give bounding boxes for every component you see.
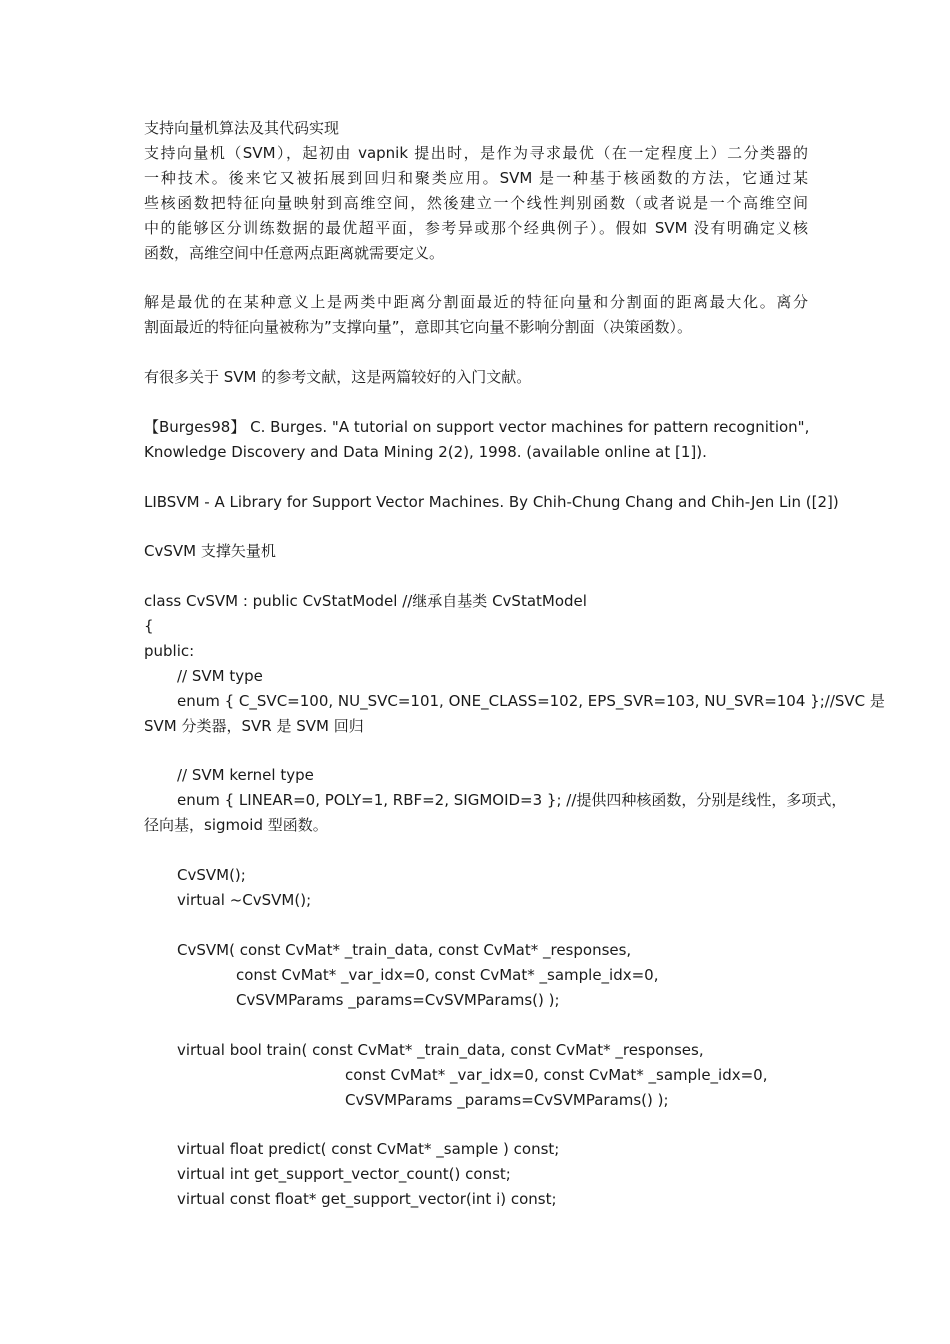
code-line: SVM 分类器，SVR 是 SVM 回归 — [144, 717, 364, 735]
code-line: public: — [144, 642, 195, 660]
code-line: CvSVM( const CvMat* _train_data, const CvMat* _responses, — [177, 941, 632, 959]
code-comment: // SVM type — [177, 667, 263, 685]
code-line: CvSVMParams _params=CvSVMParams() ); — [345, 1091, 669, 1109]
section-heading: CvSVM 支撑矢量机 — [144, 542, 276, 560]
code-comment: // SVM kernel type — [177, 766, 314, 784]
intro-line: 些核函数把特征向量映射到高维空间，然後建立一个线性判别函数（或者说是一个高维空间 — [144, 194, 808, 212]
code-line: virtual const float* get_support_vector(int i) const; — [177, 1190, 557, 1208]
intro-line: 支持向量机（SVM），起初由 vapnik 提出时，是作为寻求最优（在一定程度上）二分类器的 — [144, 144, 808, 162]
reference-line: 【Burges98】 C. Burges. "A tutorial on support vector machines for pattern recognition", — [144, 418, 810, 436]
definition-line: 解是最优的在某种意义上是两类中距离分割面最近的特征向量和分割面的距离最大化。离分 — [144, 293, 808, 311]
code-line: virtual int get_support_vector_count() const; — [177, 1165, 511, 1183]
code-line: class CvSVM : public CvStatModel //继承自基类 CvStatModel — [144, 592, 587, 610]
document-title: 支持向量机算法及其代码实现 — [144, 119, 340, 137]
code-line: virtual ~CvSVM(); — [177, 891, 312, 909]
references-intro: 有很多关于 SVM 的参考文献，这是两篇较好的入门文献。 — [144, 368, 532, 386]
intro-line: 中的能够区分训练数据的最优超平面，参考异或那个经典例子）。假如 SVM 没有明确定义核 — [144, 219, 808, 237]
code-line: virtual bool train( const CvMat* _train_data, const CvMat* _responses, — [177, 1041, 704, 1059]
reference-line: Knowledge Discovery and Data Mining 2(2), 1998. (available online at [1]). — [144, 443, 707, 461]
definition-line: 割面最近的特征向量被称为”支撑向量”，意即其它向量不影响分割面（决策函数）。 — [144, 318, 693, 336]
reference-libsvm: LIBSVM - A Library for Support Vector Machines. By Chih-Chung Chang and Chih-Jen Lin ([2]) — [144, 493, 839, 511]
code-line: 径向基，sigmoid 型函数。 — [144, 816, 328, 834]
intro-line: 函数，高维空间中任意两点距离就需要定义。 — [144, 244, 445, 262]
code-line: enum { C_SVC=100, NU_SVC=101, ONE_CLASS=102, EPS_SVR=103, NU_SVR=104 };//SVC 是 — [177, 692, 885, 710]
code-line: const CvMat* _var_idx=0, const CvMat* _sample_idx=0, — [236, 966, 659, 984]
intro-line: 一种技术。後来它又被拓展到回归和聚类应用。SVM 是一种基于核函数的方法，它通过某 — [144, 169, 808, 187]
code-line: const CvMat* _var_idx=0, const CvMat* _sample_idx=0, — [345, 1066, 768, 1084]
code-line: CvSVM(); — [177, 866, 246, 884]
code-line: { — [144, 617, 154, 635]
code-line: enum { LINEAR=0, POLY=1, RBF=2, SIGMOID=3 }; //提供四种核函数，分别是线性，多项式， — [177, 791, 847, 809]
code-line: CvSVMParams _params=CvSVMParams() ); — [236, 991, 560, 1009]
code-line: virtual float predict( const CvMat* _sample ) const; — [177, 1140, 560, 1158]
